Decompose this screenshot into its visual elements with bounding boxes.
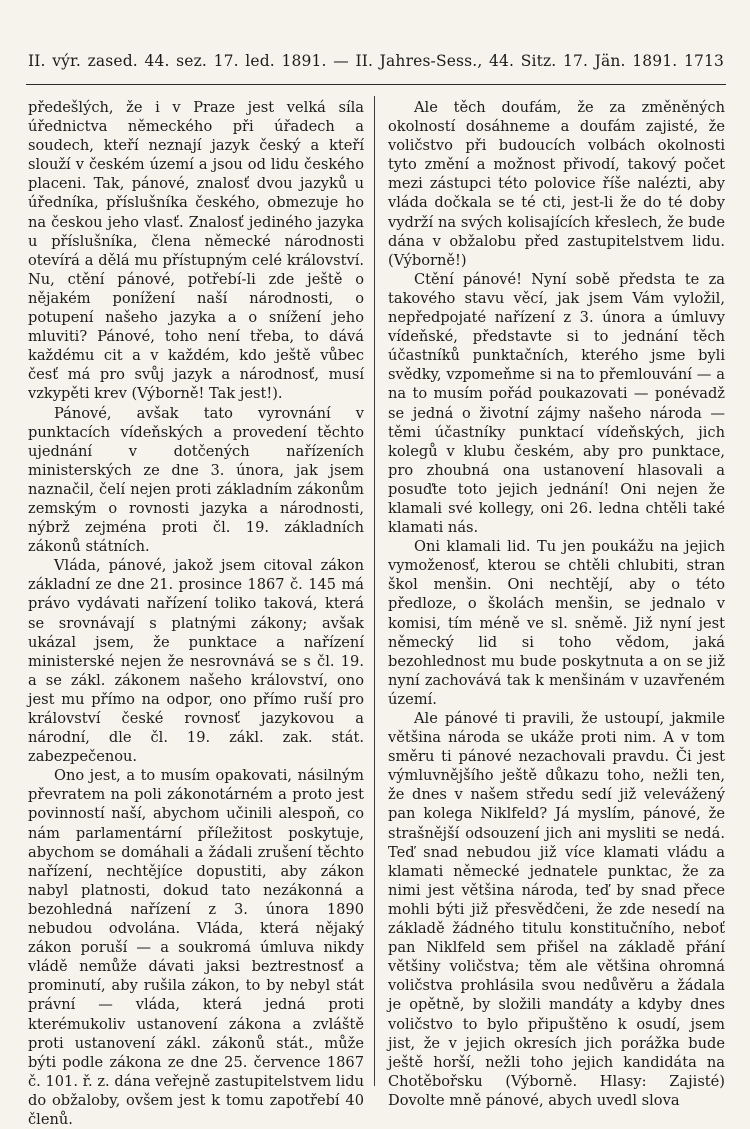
paragraph: předešlých, že i v Praze jest velká síla úřednictva německého při úřadech a soudech, kteří neznají jazyk český a kteří slouží v českém území a jsou od lidu českého placeni. Tak, pánové, znalosť dvou jazyků u úředníka, příslušníka českého, obmezuje ho na českou jeho vlasť. Znalosť jediného jazyka u příslušníka, člena německé národnosti otevírá a dělá mu přístupným celé království. Nu, ctění pánové, potřebí-li zde ještě o nějakém ponížení naší národnosti, o potupení našeho jazyka a o snížení jeho mluviti? Pánové, toho není třeba, to dává každému cit a v každém, kdo ještě vůbec česť má pro svůj jazyk a národnosť, musí vzkypěti krev (Výborně! Tak jest!).: [28, 99, 364, 403]
left-column: [28, 98, 364, 1128]
paragraph: Ctění pánové! Nyní sobě předsta te za takového stavu věcí, jak jsem Vám vyložil, nepředpojaté nařízení z 3. února a úmluvy vídeňské, představte si to jednání těch účastníků punktačních, kterého jsme byli svědky, vzpomeňme si na to přemlouvání — a na to musím pořád poukazovati — ponévadž se jedná o životní zájmy našeho národa — těmi účastníky punktací vídeňských, jich kolegů v klubu českém, aby pro punktace, pro zhoubná ona ustanovení hlasovali a posuďte toto jejich jednání! Oni nejen že klamali své kollegy, oni 26. ledna chtěli také klamati nás.: [388, 270, 725, 537]
paragraph: Ale pánové ti pravili, že ustoupí, jakmile většina národa se ukáže proti nim. A v tom směru ti pánové nezachovali pravdu. Či jest výmluvnějšího ještě důkazu toho, nežli ten, že dnes v našem středu sedí již velevážený pan kolega Niklfeld? Já myslím, pánové, že strašnější odsouzení jich ani mysliti se nedá. Teď snad nebudou již více klamati vládu a klamati německé jednatele punktac, že za nimi jest většina národa, teď by snad přece mohli býti již přesvědčeni, že zde nesedí na základě žádného titulu konstitučního, neboť pan Niklfeld sem přišel na základě přání většiny voličstva; těm ale většina ohromná voličstva prohlásila svou nedůvěru a žádala je opětně, by složili mandáty a kdyby dnes voličstvo to bylo připuštěno k osudí, jsem jist, že v jejich okresích jich porážka bude ještě horší, nežli toho jejich kandidáta na Chotěbořsku (Výborně. Hlasy: Zajisté) Dovolte mně pánové, abych uvedl slova: [388, 710, 725, 1109]
paragraph: Pánové, avšak tato vyrovnání v punktacích vídeňských a provedení těchto ujednání v dotčených nařízeních ministerských ze dne 3. února, jak jsem naznačil, čelí nejen proti základním zákonům zemským o rovnosti jazyka a národnosti, nýbrž zejména proti čl. 19. základních zákonů státních.: [28, 404, 364, 556]
paragraph: Ale těch doufám, že za změněných okolností dosáhneme a doufám zajisté, že voličstvo při budoucích volbách okolnosti tyto změní a možnost přivodí, takový počet mezi zástupci této polovice říše nalézti, aby vláda dočkala se té cti, jest-li že do té doby vydrží na svých kolisajících křeslech, že bude dána v obžalobu před zastupitelstvem lidu. (Výborně!): [388, 99, 725, 269]
paragraph: Vláda, pánové, jakož jsem citoval zákon základní ze dne 21. prosince 1867 č. 145 má právo vydávati nařízení toliko taková, která se srovnávají s platnými zákony; avšak ukázal jsem, že punktace a nařízení ministerské nejen že nesrovnává se s čl. 19. a se zákl. zákonem našeho království, ono jest mu přímo na odpor, ono přímo ruší pro království české rovnosť jazykovou a národní, dle čl. 19. zákl. zak. stát. zabezpečenou.: [28, 557, 364, 766]
column-divider: [374, 96, 375, 1086]
running-header: II. výr. zased. 44. sez. 17. led. 1891. — II. Jahres-Sess., 44. Sitz. 17. Jän. 1891. 1713: [28, 52, 724, 70]
document-page: [26, 40, 726, 1128]
paragraph: Oni klamali lid. Tu jen poukážu na jejich vymoženosť, kterou se chtěli chlubiti, stran škol menšin. Oni nechtějí, aby o této předloze, o školách menšin, se jednalo v komisi, tím méně ve sl. sněmě. Již nyní jest německý lid si toho vědom, jaká bezohlednost mu bude poskytnuta a on se již nyní zachovává tak k menšinám v uzavřeném území.: [388, 538, 725, 708]
page-header: [26, 40, 726, 85]
right-column: [388, 98, 725, 1109]
paragraph: Ono jest, a to musím opakovati, násilným převratem na poli zákonotárném a proto jest povinností naší, abychom učinili alespoň, co nám parlamentární příležitost poskytuje, abychom se domáhali a žádali zrušení těchto nařízení, nechtějíce dopustiti, aby zákon nabyl platnosti, dokud tato nezákonná a bezohledná nařízení z 3. února 1890 nebudou odvolána. Vláda, která nějaký zákon poruší — a soukromá úmluva nikdy vládě nemůže dávati jaksi beztrestnosť a prominutí, aby rušila zákon, to by nebyl stát právní — vláda, která jedná proti kterémukoliv ustanovení zákona a zvláště proti ustanovení zákl. zákonů stát., může býti podle zákona ze dne 25. července 1867 č. 101. ř. z. dána veřejně zastupitelstvem lidu do obžaloby, ovšem jest k tomu zapotřebí 40 členů.: [28, 767, 364, 1128]
